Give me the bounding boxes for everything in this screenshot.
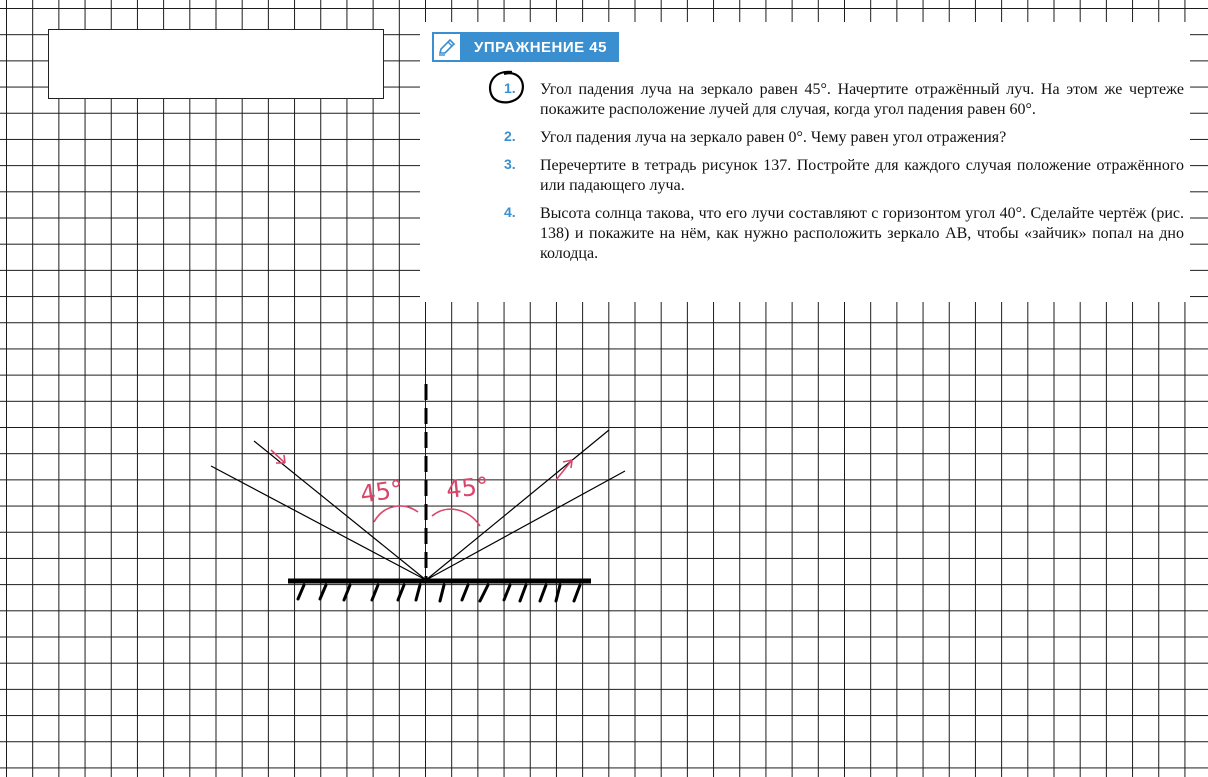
left-angle-label: 45° [358, 474, 405, 509]
task-text: Угол падения луча на зеркало равен 45°. Начертите отражённый луч. На этом же чертеже покажите расположение лучей для случая, когда угол падения равен 60°. [540, 81, 1184, 118]
task-number: 2. [504, 128, 516, 144]
annotations [271, 450, 572, 526]
exercise-title: УПРАЖНЕНИЕ 45 [462, 32, 619, 62]
left-angle-arc [374, 506, 418, 522]
task-number: 4. [504, 204, 516, 220]
task-number: 3. [504, 156, 516, 172]
task-number: 1. [504, 80, 516, 96]
incident-ray [254, 441, 426, 580]
reflected-arrow [556, 460, 572, 480]
right-angle-label: 45° [444, 471, 491, 505]
task-text: Угол падения луча на зеркало равен 0°. Чему равен угол отражения? [540, 129, 1007, 146]
task-text: Высота солнца такова, что его лучи составляют с горизонтом угол 40°. Сделайте чертёж (рис. 138) и покажите на нём, как нужно расположить зеркало AB, чтобы «зайчик» попал на дно колодца. [540, 205, 1184, 262]
task-text: Перечертите в тетрадь рисунок 137. Постройте для каждого случая положение отражённого или падающего луча. [540, 157, 1184, 194]
hand-circle-mark [490, 72, 523, 103]
right-angle-arc [432, 509, 480, 526]
mirror-hatching [298, 585, 580, 601]
reflected-ray [426, 430, 609, 580]
